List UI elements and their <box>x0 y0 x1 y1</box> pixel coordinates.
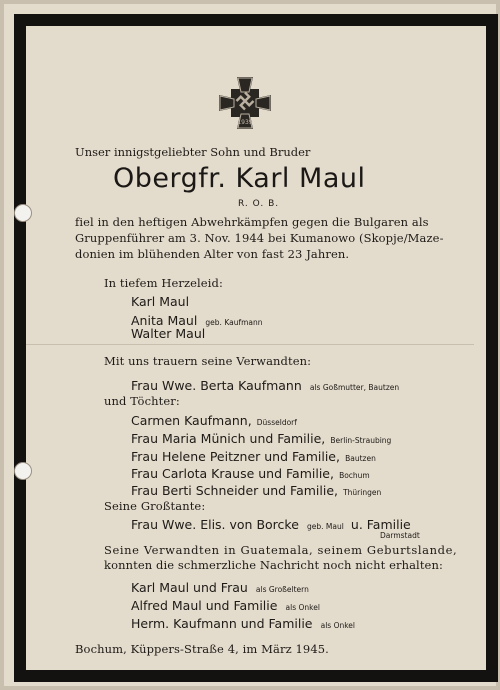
daughter-note: Bochum <box>339 471 370 480</box>
footer-address: Bochum, Küppers-Straße 4, im März 1945. <box>75 642 329 656</box>
aunt-place: Darmstadt <box>380 531 420 540</box>
grief-label: In tiefem Herzeleid: <box>104 276 223 290</box>
relatives-label: Mit uns trauern seine Verwandten: <box>104 354 312 368</box>
guatemala-line-2: konnten die schmerzliche Nachricht noch nicht erhalten: <box>104 558 443 572</box>
daughter-name: Frau Helene Peitzner und Familie, <box>131 449 340 464</box>
grief-name-1: Karl Maul <box>131 294 190 309</box>
paragraph-line-1: fiel in den heftigen Abwehrkämpfen gegen die Bulgaren als <box>75 215 429 229</box>
daughter-row <box>131 428 391 447</box>
daughter-name: Frau Carlota Krause und Familie, <box>131 466 334 481</box>
iron-cross-icon <box>217 75 273 131</box>
guatemala-row <box>131 613 355 632</box>
relatives-entry: Frau Wwe. Berta Kaufmann <box>131 378 302 393</box>
daughter-note: Thüringen <box>343 488 382 497</box>
daughter-note: Berlin-Straubing <box>330 436 392 445</box>
daughter-row <box>131 480 381 499</box>
daughter-note: Bautzen <box>345 454 376 463</box>
punch-hole-top <box>14 204 32 222</box>
aunt-suffix: u. Familie <box>350 517 411 532</box>
grief-name-2-note: geb. Kaufmann <box>205 318 263 327</box>
guatemala-row <box>131 595 320 614</box>
paper-fold <box>26 344 474 345</box>
punch-hole-bottom <box>14 462 32 480</box>
guatemala-name: Karl Maul und Frau <box>131 580 248 595</box>
aunt-entry: Frau Wwe. Elis. von Borcke <box>131 517 299 532</box>
daughter-row <box>131 410 297 429</box>
guatemala-note: als Onkel <box>285 603 320 612</box>
aunt-entry-row <box>131 514 411 533</box>
deceased-name: Obergfr. Karl Maul <box>113 163 366 194</box>
daughter-name: Frau Maria Münich und Familie, <box>131 431 326 446</box>
grief-name-2: Anita Maul <box>131 313 198 328</box>
daughter-name: Frau Berti Schneider und Familie, <box>131 483 338 498</box>
daughters-label: und Töchter: <box>104 394 180 408</box>
rob-label: R. O. B. <box>238 199 280 209</box>
intro-line: Unser innigstgeliebter Sohn und Bruder <box>75 145 311 159</box>
relatives-entry-row <box>131 375 399 394</box>
relatives-entry-note: als Goßmutter, Bautzen <box>309 383 400 392</box>
daughter-name: Carmen Kaufmann, <box>131 413 252 428</box>
grief-name-3: Walter Maul <box>131 326 206 341</box>
daughter-note: Düsseldorf <box>256 418 297 427</box>
guatemala-note: als Großeltern <box>255 585 309 594</box>
guatemala-name: Herm. Kaufmann und Familie <box>131 616 313 631</box>
guatemala-name: Alfred Maul und Familie <box>131 598 278 613</box>
guatemala-note: als Onkel <box>320 621 355 630</box>
guatemala-row <box>131 577 309 596</box>
guatemala-line-1: Seine Verwandten in Guatemala, seinem Geburtslande, <box>104 543 458 557</box>
paragraph-line-3: donien im blühenden Alter von fast 23 Jahren. <box>75 247 350 261</box>
aunt-note: geb. Maul <box>306 522 344 531</box>
paragraph-line-2: Gruppenführer am 3. Nov. 1944 bei Kumanowo (Skopje/Maze- <box>75 231 444 245</box>
aunt-label: Seine Großtante: <box>104 499 206 513</box>
emblem-year: 1939 <box>237 119 253 126</box>
